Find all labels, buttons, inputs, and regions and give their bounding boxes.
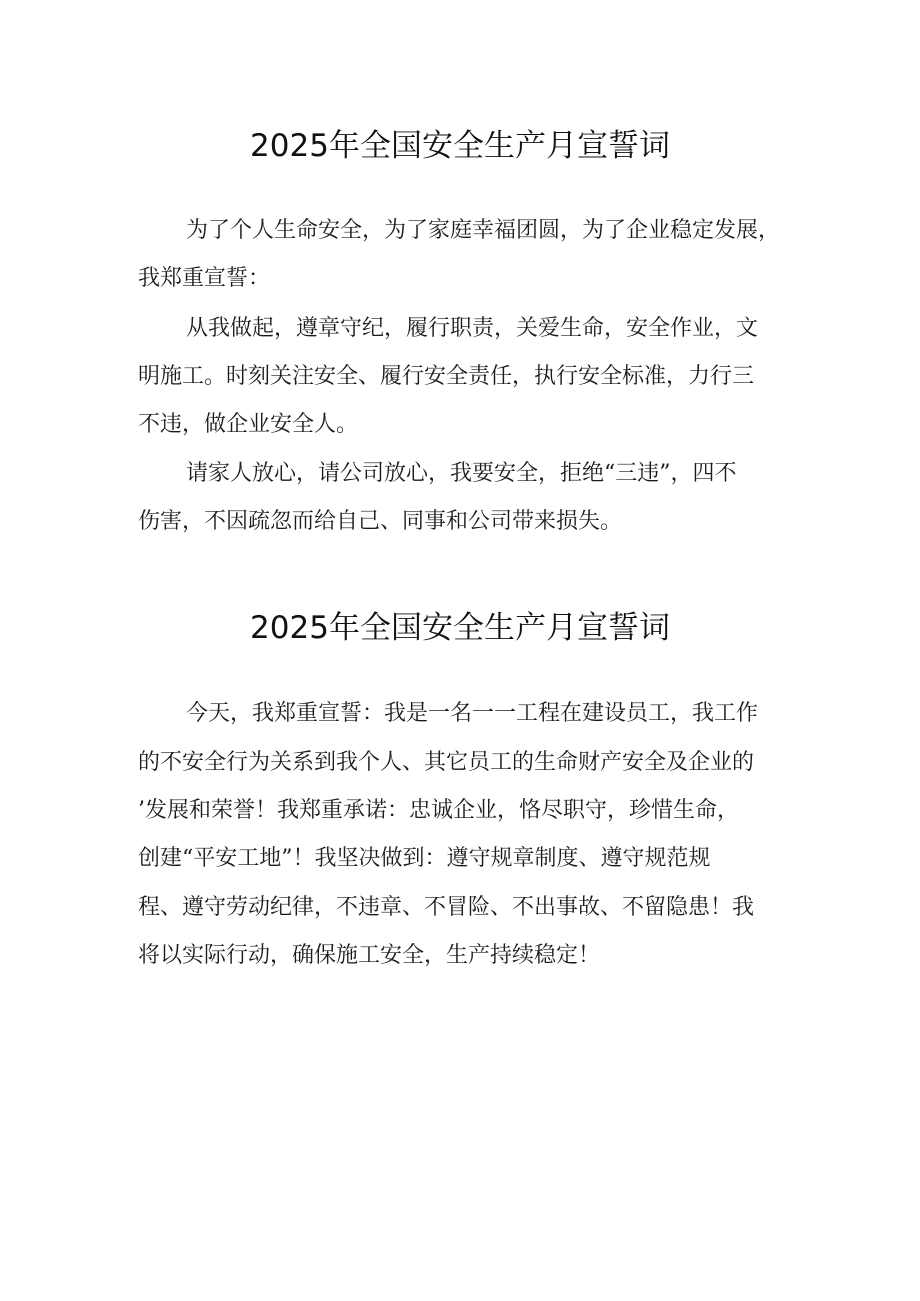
- section2-title: 2025年全国安全生产月宣誓词: [250, 610, 670, 646]
- section1-line-3: 从我做起，遵章守纪，履行职责，关爱生命，安全作业，文: [186, 316, 759, 341]
- section2-line-3: ’发展和荣誉！我郑重承诺：忠诚企业，恪尽职守，珍惜生命，: [138, 798, 739, 823]
- section1-line-6: 请家人放心，请公司放心，我要安全，拒绝“三违”，四不: [186, 461, 737, 486]
- section1-line-2: 我郑重宣誓：: [138, 266, 271, 291]
- section2-line-1: 今天，我郑重宣誓：我是一名一一工程在建设员工，我工作: [186, 701, 759, 726]
- section2-line-5: 程、遵守劳动纪律，不违章、不冒险、不出事故、不留隐患！我: [138, 895, 755, 920]
- section1-line-1: 为了个人生命安全，为了家庭幸福团圆，为了企业稳定发展，: [186, 218, 781, 243]
- section1-line-4: 明施工。时刻关注安全、履行安全责任，执行安全标准，力行三: [138, 364, 755, 389]
- section1-line-7: 伤害，不因疏忽而给自己、同事和公司带来损失。: [138, 509, 623, 534]
- section2-line-4: 创建“平安工地”！我坚决做到：遵守规章制度、遵守规范规: [138, 846, 711, 871]
- section1-line-5: 不违，做企业安全人。: [138, 412, 359, 437]
- section1-title: 2025年全国安全生产月宣誓词: [250, 128, 670, 164]
- section2-line-2: 的不安全行为关系到我个人、其它员工的生命财产安全及企业的: [138, 750, 755, 775]
- section2-line-6: 将以实际行动，确保施工安全，生产持续稳定！: [138, 943, 601, 968]
